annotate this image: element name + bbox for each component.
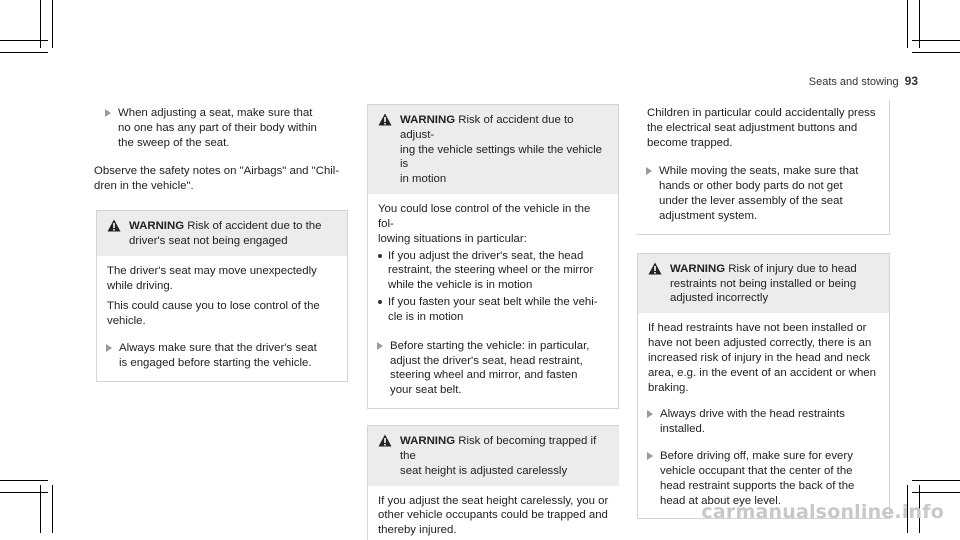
arrow-bullet-icon <box>106 344 112 352</box>
arrow-bullet-icon <box>377 342 383 350</box>
warning-triangle-icon <box>378 434 392 447</box>
warning-paragraph: You could lose control of the vehicle in the fol- lowing situations in particular: <box>378 203 591 245</box>
warning-label: WARNING <box>129 220 185 233</box>
instruction-text: Always drive with the head restraints installed. <box>660 408 845 436</box>
warning-box <box>367 104 619 409</box>
column-1 <box>96 100 348 382</box>
warning-body <box>638 313 889 518</box>
crop-mark <box>912 40 960 41</box>
instruction-item <box>638 407 879 437</box>
warning-title-text: Risk of becoming trapped if the seat height is adjusted carelessly <box>400 435 597 477</box>
instruction-text: Before driving off, make sure for every vehicle occupant that the center of the head restraint supports the back of the head at about eye level. <box>660 450 855 507</box>
page-header <box>809 74 918 90</box>
watermark: carmanualsonline.info <box>701 501 944 524</box>
instruction-text: While moving the seats, make sure that hands or other body parts do not get under the lever assembly of the seat adjustment system. <box>659 165 859 222</box>
content-box <box>637 100 890 235</box>
instruction-text: Always make sure that the driver's seat is engaged before starting the vehicle. <box>119 342 317 369</box>
page-number: 93 <box>904 74 918 88</box>
instruction-item <box>637 164 879 223</box>
instruction-text: Before starting the vehicle: in particular, adjust the driver's seat, head restraint, steering wheel and mirror, and fasten your seat belt. <box>390 339 590 397</box>
warning-box <box>96 210 348 382</box>
list-item-text: If you adjust the driver's seat, the head restraint, the steering wheel or the mirror while the vehicle is in motion <box>388 249 594 292</box>
paragraph: Children in particular could accidentally press the electrical seat adjustment buttons and become trapped. <box>647 107 876 149</box>
warning-body <box>97 256 347 381</box>
warning-body <box>368 486 619 540</box>
warning-paragraph: If head restraints have not been installed or have not been adjusted correctly, there is an increased risk of injury in the head and neck area, e.g. in the event of an accident or when braking. <box>648 322 876 394</box>
warning-label: WARNING <box>400 435 456 448</box>
column-2 <box>367 104 619 540</box>
warning-paragraph: If you adjust the seat height carelessly, you or other vehicle occupants could be trapped and thereby injured. <box>378 494 609 537</box>
warning-title <box>378 434 609 478</box>
bullet-dot-icon <box>378 254 382 258</box>
warning-title <box>107 219 337 249</box>
instruction-item <box>96 100 348 150</box>
crop-mark <box>0 52 48 53</box>
warning-box <box>367 425 619 540</box>
warning-header <box>97 211 347 256</box>
crop-mark <box>912 480 960 481</box>
warning-header <box>368 426 619 485</box>
content-body <box>637 100 889 234</box>
arrow-bullet-icon <box>105 109 111 117</box>
warning-header <box>638 254 889 313</box>
warning-title <box>648 262 879 306</box>
warning-paragraph: The driver's seat may move unexpectedly while driving. <box>107 264 317 292</box>
list-item-text: If you fasten your seat belt while the vehi- cle is in motion <box>388 296 598 323</box>
observe-note: Observe the safety notes on "Airbags" and "Chil- dren in the vehicle". <box>94 165 340 193</box>
section-title: Seats and stowing <box>808 76 899 88</box>
warning-title <box>378 113 608 187</box>
bullet-dot-icon <box>378 300 382 304</box>
warning-title-text: Risk of accident due to the driver's seat not being engaged <box>129 220 322 247</box>
arrow-bullet-icon <box>647 452 653 460</box>
instruction-item <box>97 341 337 371</box>
arrow-bullet-icon <box>647 410 653 418</box>
crop-mark <box>907 0 908 48</box>
crop-mark <box>0 492 48 493</box>
column-3 <box>637 100 890 519</box>
list-item <box>378 249 608 293</box>
warning-label: WARNING <box>400 114 456 126</box>
warning-body <box>368 194 618 408</box>
crop-mark <box>912 52 960 53</box>
warning-header <box>368 105 618 194</box>
list-item <box>378 295 608 325</box>
crop-mark <box>912 492 960 493</box>
warning-label: WARNING <box>670 262 726 275</box>
warning-title-text: Risk of injury due to head restraints not being installed or being adjusted incorrectly <box>670 262 857 305</box>
crop-mark <box>0 40 48 41</box>
warning-triangle-icon <box>107 219 121 232</box>
warning-title-text: Risk of accident due to adjust- ing the vehicle settings while the vehicle is in motion <box>400 114 602 186</box>
crop-mark <box>52 485 53 533</box>
instruction-text: When adjusting a seat, make sure that no one has any part of their body within the sweep of the seat. <box>118 107 317 149</box>
warning-paragraph: This could cause you to lose control of the vehicle. <box>107 300 320 328</box>
warning-triangle-icon <box>378 113 392 126</box>
arrow-bullet-icon <box>646 167 652 175</box>
warning-triangle-icon <box>648 262 662 275</box>
crop-mark <box>52 0 53 48</box>
instruction-item <box>368 339 608 398</box>
warning-box <box>637 253 890 520</box>
crop-mark <box>0 480 48 481</box>
